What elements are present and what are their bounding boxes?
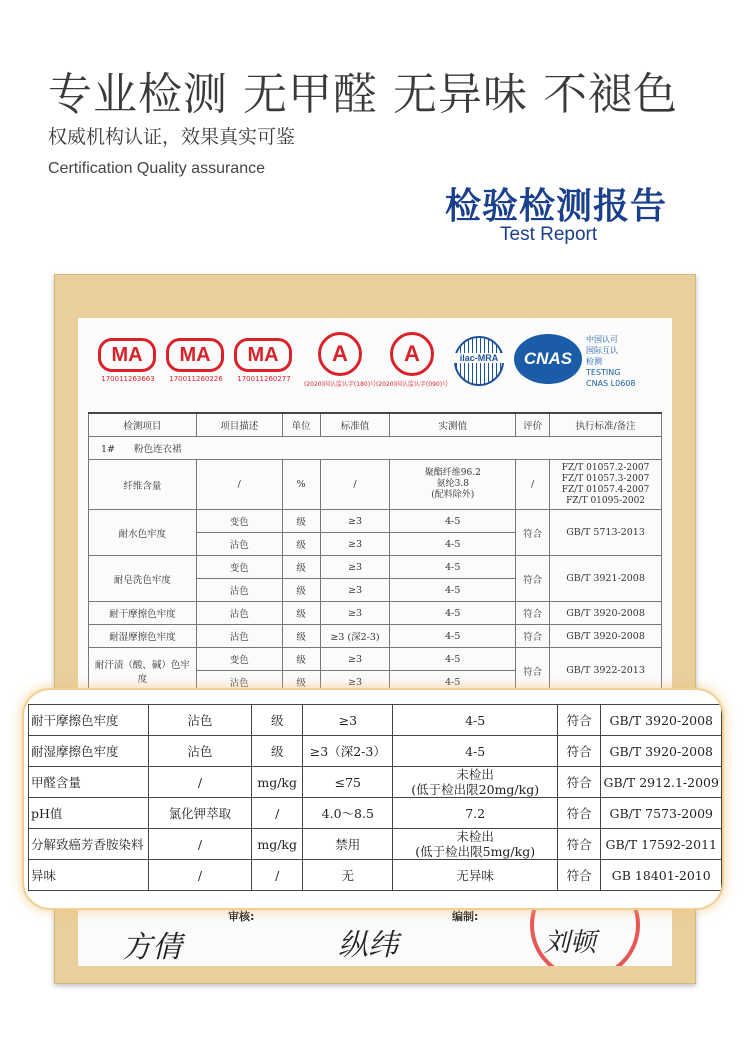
cell: 无异味 bbox=[393, 860, 557, 891]
cal-mark: A bbox=[404, 341, 420, 366]
subheadline: 权威机构认证，效果真实可鉴 bbox=[48, 126, 296, 148]
sample-label: 1# 粉色连衣裙 bbox=[89, 437, 662, 460]
cell: GB/T 7573-2009 bbox=[601, 798, 722, 829]
cma-logo bbox=[166, 338, 226, 382]
cnas-caption bbox=[586, 334, 635, 389]
table-row bbox=[89, 625, 662, 648]
cell: 级 bbox=[282, 671, 320, 694]
cell: GB 18401-2010 bbox=[601, 860, 722, 891]
cell: 级 bbox=[282, 556, 320, 579]
cal-number: (2020)国认监认字(090)号 bbox=[375, 381, 449, 388]
cell: 变色 bbox=[196, 510, 282, 533]
table-row bbox=[29, 767, 722, 798]
cell-line: (配料除外) bbox=[431, 490, 475, 500]
cell: 沾色 bbox=[196, 625, 282, 648]
cell-line: FZ/T 01057.4-2007 bbox=[561, 484, 650, 495]
english-tagline: Certification Quality assurance bbox=[48, 160, 265, 177]
cell-line: (低于检出限20mg/kg) bbox=[411, 782, 540, 797]
column-header: 检测项目 bbox=[89, 413, 197, 437]
cell bbox=[393, 767, 557, 798]
cell: ≥3 bbox=[320, 648, 390, 671]
column-header: 项目描述 bbox=[196, 413, 282, 437]
cell: 沾色 bbox=[148, 736, 252, 767]
cnas-logo bbox=[514, 334, 582, 384]
cell: % bbox=[282, 460, 320, 510]
zoomed-table bbox=[28, 704, 722, 891]
cell: 沾色 bbox=[196, 602, 282, 625]
cal-mark: A bbox=[332, 341, 348, 366]
signature: 方倩 bbox=[122, 930, 182, 965]
cell: ≥3 bbox=[320, 510, 390, 533]
cell: ≥3 (深2-3) bbox=[320, 625, 390, 648]
cell: 4-5 bbox=[390, 671, 516, 694]
cell: 符合 bbox=[516, 648, 550, 694]
cell: mg/kg bbox=[252, 767, 303, 798]
cell: 耐湿摩擦色牢度 bbox=[29, 736, 149, 767]
cell: / bbox=[148, 767, 252, 798]
cell: ≥3 bbox=[320, 556, 390, 579]
cell: 符合 bbox=[557, 798, 601, 829]
cell: 级 bbox=[282, 510, 320, 533]
sample-row bbox=[89, 437, 662, 460]
table-row bbox=[29, 736, 722, 767]
table-row bbox=[29, 860, 722, 891]
cell: 符合 bbox=[557, 736, 601, 767]
signature: 刘顿 bbox=[544, 928, 597, 958]
cma-logo bbox=[234, 338, 294, 382]
report-title: 检验检测报告 bbox=[445, 185, 668, 227]
table-row bbox=[29, 798, 722, 829]
cell: GB/T 2912.1-2009 bbox=[601, 767, 722, 798]
cell-line: FZ/T 01095-2002 bbox=[566, 495, 646, 506]
table-row bbox=[89, 648, 662, 671]
report-subtitle: Test Report bbox=[500, 224, 598, 245]
cell: 符合 bbox=[516, 602, 550, 625]
cma-number: 170011263663 bbox=[101, 375, 155, 383]
table-row bbox=[89, 460, 662, 510]
cell: 耐水色牢度 bbox=[89, 510, 197, 556]
cell: 符合 bbox=[516, 556, 550, 602]
cnas-line: 中国认可 bbox=[586, 335, 618, 344]
cell: 无 bbox=[303, 860, 393, 891]
cell: 级 bbox=[282, 602, 320, 625]
cell-line: 聚酯纤维96.2 bbox=[424, 468, 481, 478]
cell: 级 bbox=[252, 705, 303, 736]
cell: 耐皂洗色牢度 bbox=[89, 556, 197, 602]
cell: 耐干摩擦色牢度 bbox=[89, 602, 197, 625]
cell: 级 bbox=[282, 648, 320, 671]
cma-logo bbox=[98, 338, 158, 382]
cell: 4-5 bbox=[393, 736, 557, 767]
cell: ≥3 bbox=[320, 579, 390, 602]
cell: 4-5 bbox=[390, 556, 516, 579]
cnas-line: CNAS L0608 bbox=[586, 379, 636, 388]
cell bbox=[390, 460, 516, 510]
cell bbox=[393, 829, 557, 860]
cell: 氯化钾萃取 bbox=[148, 798, 252, 829]
cell: 耐干摩擦色牢度 bbox=[29, 705, 149, 736]
cell: 禁用 bbox=[303, 829, 393, 860]
table-row bbox=[29, 829, 722, 860]
cell: 甲醛含量 bbox=[29, 767, 149, 798]
cell: 4-5 bbox=[390, 648, 516, 671]
ilac-text: ilac-MRA bbox=[454, 353, 504, 363]
signature-area bbox=[78, 898, 672, 966]
table-row bbox=[29, 705, 722, 736]
report-table bbox=[88, 412, 662, 694]
cell: 纤维含量 bbox=[89, 460, 197, 510]
review-label: 审核: bbox=[228, 910, 255, 923]
cnas-mark: CNAS bbox=[523, 349, 573, 368]
cell: / bbox=[252, 860, 303, 891]
cell: 沾色 bbox=[196, 579, 282, 602]
headline: 专业检测 无甲醛 无异味 不褪色 bbox=[48, 69, 678, 120]
cell: 符合 bbox=[557, 860, 601, 891]
cell: 沾色 bbox=[196, 533, 282, 556]
cell: / bbox=[516, 460, 550, 510]
cell: GB/T 3922-2013 bbox=[550, 648, 662, 694]
cell-line: 未检出 bbox=[456, 829, 494, 844]
cma-mark: MA bbox=[98, 338, 156, 372]
table-row bbox=[89, 510, 662, 533]
cell: GB/T 3920-2008 bbox=[550, 602, 662, 625]
cell: 7.2 bbox=[393, 798, 557, 829]
zoomed-table-callout bbox=[24, 690, 722, 908]
cell: 沾色 bbox=[196, 671, 282, 694]
cell: 变色 bbox=[196, 556, 282, 579]
cell: 级 bbox=[252, 736, 303, 767]
cma-mark: MA bbox=[166, 338, 224, 372]
approve-label: 编制: bbox=[452, 910, 479, 923]
cnas-line: 国际互认 bbox=[586, 346, 618, 355]
ilac-mra-logo bbox=[454, 336, 504, 386]
cnas-line: TESTING bbox=[586, 368, 621, 377]
column-header: 标准值 bbox=[320, 413, 390, 437]
cell: 4-5 bbox=[390, 533, 516, 556]
cell: 4-5 bbox=[393, 705, 557, 736]
cell: ≥3 bbox=[303, 705, 393, 736]
cell: 4-5 bbox=[390, 625, 516, 648]
cal-number: (2020)国认监认字(180)号 bbox=[303, 381, 377, 388]
cma-mark: MA bbox=[234, 338, 292, 372]
cell: / bbox=[320, 460, 390, 510]
cma-number: 170011260277 bbox=[237, 375, 291, 383]
cell: / bbox=[148, 860, 252, 891]
cell: 符合 bbox=[516, 625, 550, 648]
cell: GB/T 5713-2013 bbox=[550, 510, 662, 556]
cell: GB/T 3920-2008 bbox=[550, 625, 662, 648]
cell: ≥3 bbox=[320, 602, 390, 625]
cell: 级 bbox=[282, 579, 320, 602]
certification-logos bbox=[78, 318, 672, 404]
cell-line: 未检出 bbox=[456, 767, 494, 782]
cma-number: 170011260226 bbox=[169, 375, 223, 383]
cell: 4.0～8.5 bbox=[303, 798, 393, 829]
cell: 4-5 bbox=[390, 510, 516, 533]
cell: 耐汗渍（酸、碱）色牢度 bbox=[89, 648, 197, 694]
cell: 沾色 bbox=[148, 705, 252, 736]
table-row bbox=[89, 602, 662, 625]
cell: 符合 bbox=[557, 829, 601, 860]
cell: / bbox=[252, 798, 303, 829]
cell: 变色 bbox=[196, 648, 282, 671]
column-header: 单位 bbox=[282, 413, 320, 437]
cell: mg/kg bbox=[252, 829, 303, 860]
cell-line: 氨纶3.8 bbox=[436, 479, 469, 489]
table-row bbox=[89, 556, 662, 579]
cell bbox=[550, 460, 662, 510]
column-header: 执行标准/备注 bbox=[550, 413, 662, 437]
cell: GB/T 17592-2011 bbox=[601, 829, 722, 860]
cell: 耐湿摩擦色牢度 bbox=[89, 625, 197, 648]
cell: 4-5 bbox=[390, 602, 516, 625]
cal-logo bbox=[370, 332, 450, 392]
cell: 异味 bbox=[29, 860, 149, 891]
column-header: 评价 bbox=[516, 413, 550, 437]
signature: 纵纬 bbox=[338, 928, 398, 963]
cell: / bbox=[196, 460, 282, 510]
cell-line: (低于检出限5mg/kg) bbox=[415, 844, 536, 859]
column-header: 实测值 bbox=[390, 413, 516, 437]
cell: ≤75 bbox=[303, 767, 393, 798]
cell: ≥3 bbox=[320, 533, 390, 556]
cell: 4-5 bbox=[390, 579, 516, 602]
cell: 符合 bbox=[557, 767, 601, 798]
cell: ≥3（深2-3） bbox=[303, 736, 393, 767]
cell: GB/T 3920-2008 bbox=[601, 705, 722, 736]
cell: 分解致癌芳香胺染料 bbox=[29, 829, 149, 860]
cell: 符合 bbox=[516, 510, 550, 556]
cell: / bbox=[148, 829, 252, 860]
cell: 级 bbox=[282, 533, 320, 556]
cnas-line: 检测 bbox=[586, 357, 602, 366]
cell: ≥3 bbox=[320, 671, 390, 694]
table-header-row bbox=[89, 413, 662, 437]
cell: GB/T 3921-2008 bbox=[550, 556, 662, 602]
cal-logo bbox=[298, 332, 378, 392]
cell: 符合 bbox=[557, 705, 601, 736]
cell-line: FZ/T 01057.2-2007 bbox=[561, 462, 650, 473]
cell: GB/T 3920-2008 bbox=[601, 736, 722, 767]
cell: 级 bbox=[282, 625, 320, 648]
cell-line: FZ/T 01057.3-2007 bbox=[561, 473, 650, 484]
cell: pH值 bbox=[29, 798, 149, 829]
